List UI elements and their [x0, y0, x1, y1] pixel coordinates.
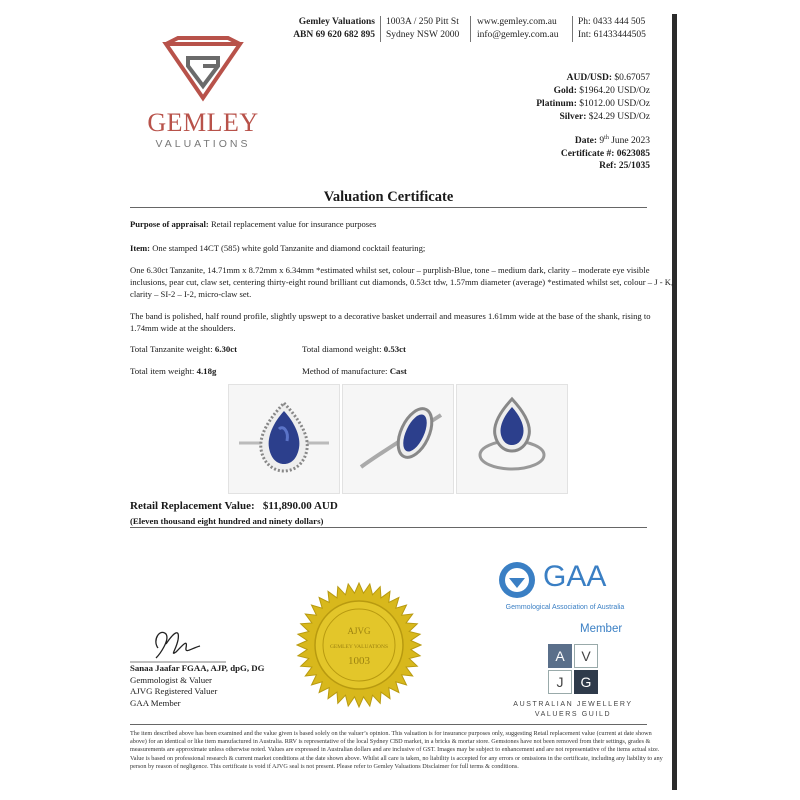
retail-replacement-value: Retail Replacement Value: $11,890.00 AUD: [130, 500, 338, 512]
ring-photo-front: [228, 384, 340, 494]
logo-subtitle: VALUATIONS: [155, 138, 251, 150]
rrv-amount: $11,890.00 AUD: [262, 500, 338, 512]
ring-photo-angle: [456, 384, 568, 494]
ajvg-logo-icon: A V J G: [548, 644, 598, 696]
logo-wordmark: GEMLEY: [147, 108, 259, 137]
manufacture-method: Method of manufacture: Cast: [302, 366, 407, 376]
gaa-wordmark: GAA: [543, 560, 607, 593]
title-divider: [130, 207, 647, 208]
reference-number: 25/1035: [618, 161, 650, 172]
right-border-bar: [672, 14, 677, 790]
gaa-emblem-icon: [497, 560, 537, 600]
header-web: [477, 16, 558, 42]
item-line: Item: One stamped 14CT (585) white gold Tanzanite and diamond cocktail featuring;: [130, 243, 426, 253]
item-weight: Total item weight: 4.18g: [130, 366, 217, 376]
header-address: 1003A / 250 Pitt St Sydney NSW 2000: [386, 17, 460, 40]
signer-block: Sanaa Jaafar FGAA, AJP, dpG, DG Gemmologist & Valuer AJVG Registered Valuer GAA Member: [130, 663, 265, 708]
date-value: 9th June 2023: [599, 135, 650, 147]
metal-rates: AUD/USD: $0.67057 Gold: $1964.20 USD/Oz Platinum: $1012.00 USD/Oz Silver: $24.29 USD/Oz: [536, 73, 650, 122]
signature-icon: [130, 618, 230, 666]
header-company: Gemley Valuations ABN 69 620 682 895: [293, 17, 375, 40]
rrv-in-words: (Eleven thousand eight hundred and ninety dollars): [130, 516, 324, 526]
ajvg-name: AUSTRALIAN JEWELLERY VALUERS GUILD: [513, 701, 633, 718]
certificate-number: 0623085: [616, 148, 650, 159]
page-title: Valuation Certificate: [323, 189, 454, 205]
gemley-diamond-logo-icon: [158, 36, 248, 106]
purpose-line: Purpose of appraisal: Retail replacement value for insurance purposes: [130, 219, 377, 229]
rrv-divider: [130, 527, 647, 528]
gaa-logo: [495, 558, 635, 618]
ring-photo-side: [342, 384, 454, 494]
gaa-member-label: Member: [580, 623, 623, 635]
ajvg-gold-seal-icon: [296, 582, 422, 708]
signer-name: Sanaa Jaafar FGAA, AJP, dpG, DG: [130, 663, 265, 673]
email-link[interactable]: info@gemley.com.au: [477, 30, 559, 40]
diamond-weight: Total diamond weight: 0.53ct: [302, 344, 406, 354]
seal-text-1: AJVG: [347, 626, 371, 636]
header-phone: Ph: 0433 444 505 Int: 61433444505: [578, 17, 646, 40]
band-description: The band is polished, half round profile, slightly upswept to a decorative basket underrail and measures 1.61mm wide at the base of the shank, rising to 1.74mm wide at the shoulders.: [130, 311, 651, 334]
seal-text-2: GEMLEY VALUATIONS: [329, 644, 389, 650]
tanzanite-weight: Total Tanzanite weight: 6.30ct: [130, 344, 238, 354]
header-divider: [380, 16, 381, 42]
disclaimer-text: The item described above has been examined and the value given is based solely on the valuer’s opinion. This valuation is for insurance purposes only, suggesting Retail replacement value (current at date shown above) for an identical or like item manufactured in Australia. RRV is representative of the local Sydney CBD market, in a bricks & mortar store. Gemstones have not been removed from their settings, grades & measurements are approximate unless otherwise noted. Values are expressed in Australian dollars and are inclusive of GST. Images may be subject to enhancement and are not representative of the items actual size. Value is based on professional research & current market conditions at the date shown above. Whilst all care is taken, no liability is accepted for any errors or omissions in the certificate, including any liability to any person by reason of negligence. This certificate is void if AJVG seal is not present. Please refer to Gemley Valuations Disclaimer for full terms & conditions.: [130, 730, 663, 770]
stone-description: One 6.30ct Tanzanite, 14.71mm x 8.72mm x 6.34mm *estimated whilst set, colour – purplish-Blue, tone – medium dark, clarity – moderate eye visible inclusions, pear cut, claw set, centering thirty-eight round brilliant cut diamonds, 0.53ct tdw, 1.57mm diameter (average) *estimated whilst set, colour – J - K, clarity – SI-2 – I-2, micro-claw set.: [130, 265, 674, 300]
disclaimer-divider: [130, 724, 647, 725]
seal-text-3: 1003: [348, 655, 370, 667]
header-divider: [470, 16, 471, 42]
gaa-subtitle: Gemmological Association of Australia: [505, 604, 625, 611]
certificate-meta: Date: 9th June 2023 Certificate #: 0623085 Ref: 25/1035: [560, 135, 650, 172]
website-link[interactable]: www.gemley.com.au: [477, 17, 557, 27]
header-divider: [572, 16, 573, 42]
